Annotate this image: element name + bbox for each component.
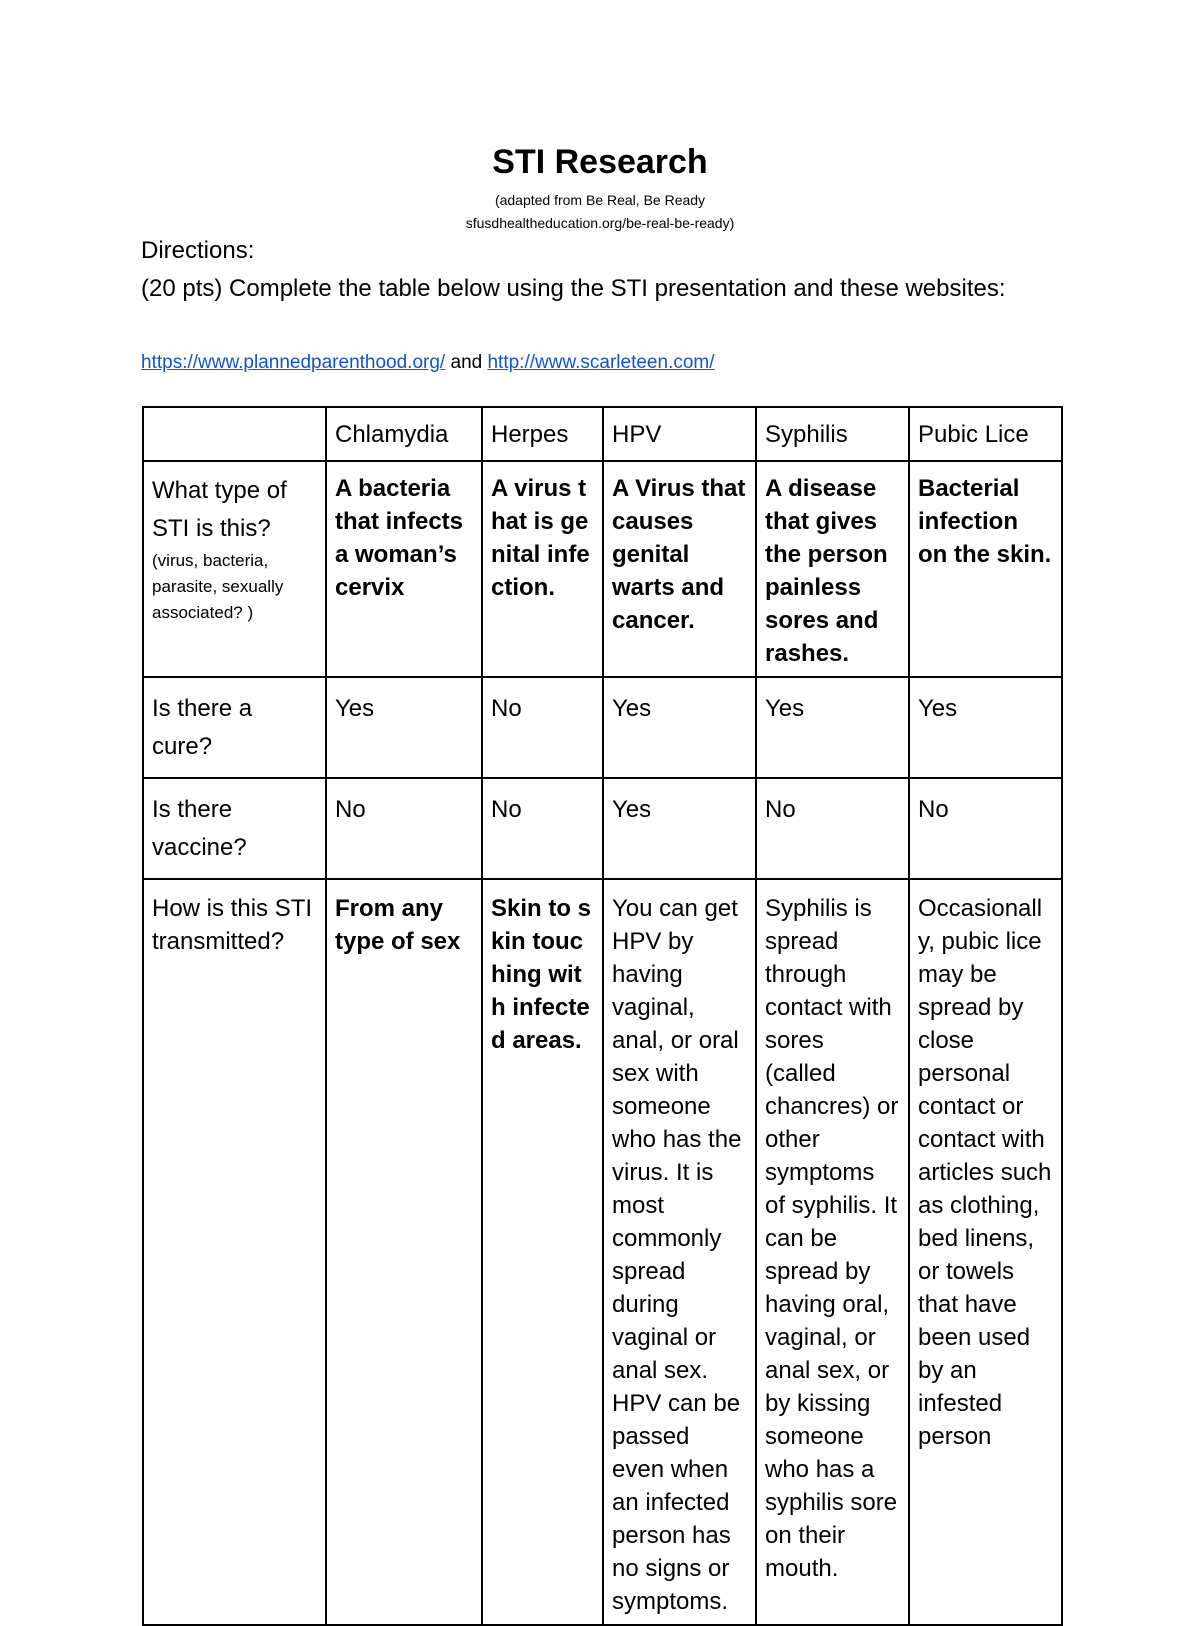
cell-type-herpes: A virus that is genital infection. xyxy=(482,461,603,677)
cell-trans-herpes: Skin to skin touching with infected areas. xyxy=(482,879,603,1625)
page-title: STI Research xyxy=(492,143,708,181)
header-hpv: HPV xyxy=(603,407,756,461)
header-cell-empty xyxy=(143,407,326,461)
cell-vaccine-herpes: No xyxy=(482,778,603,879)
table-row xyxy=(143,461,1062,677)
subtitle-source: (adapted from Be Real, Be Ready xyxy=(494,192,706,208)
cell-cure-syphilis: Yes xyxy=(756,677,909,778)
link-joiner: and xyxy=(450,352,483,373)
cell-type-hpv: A Virus that causes genital warts and cancer. xyxy=(603,461,756,677)
cell-cure-chlamydia: Yes xyxy=(326,677,482,778)
header-chlamydia: Chlamydia xyxy=(326,407,482,461)
question-sti-type: What type of STI is this? xyxy=(152,477,287,542)
cell-cure-hpv: Yes xyxy=(603,677,756,778)
header-syphilis: Syphilis xyxy=(756,407,909,461)
row-header-vaccine: Is there vaccine? xyxy=(143,778,326,879)
cell-vaccine-chlamydia: No xyxy=(326,778,482,879)
table-header-row xyxy=(143,407,1062,461)
sti-table xyxy=(142,406,1063,1626)
row-header-sti-type xyxy=(143,461,326,677)
cell-trans-hpv: You can get HPV by having vaginal, anal, or oral sex with someone who has the virus. It is most commonly spread during vaginal or anal sex. HPV can be passed even when an infected person has no signs or symptoms. xyxy=(603,879,756,1625)
cell-cure-herpes: No xyxy=(482,677,603,778)
directions-text: (20 pts) Complete the table below using the STI presentation and these websites: xyxy=(141,275,1006,302)
cell-vaccine-pubic-lice: No xyxy=(909,778,1062,879)
plannedparenthood-link[interactable]: https://www.plannedparenthood.org/ xyxy=(141,352,446,373)
cell-trans-syphilis: Syphilis is spread through contact with sores (called chancres) or other symptoms of syphilis. It can be spread by having oral, vaginal, or anal sex, or by kissing someone who has a syphilis sore on their mouth. xyxy=(756,879,909,1625)
header-herpes: Herpes xyxy=(482,407,603,461)
reference-links xyxy=(141,349,715,377)
cell-vaccine-hpv: Yes xyxy=(603,778,756,879)
cell-trans-chlamydia: From any type of sex xyxy=(326,879,482,1625)
table-row xyxy=(143,677,1062,778)
cell-cure-pubic-lice: Yes xyxy=(909,677,1062,778)
cell-type-syphilis: A disease that gives the person painless sores and rashes. xyxy=(756,461,909,677)
question-hint: (virus, bacteria, parasite, sexually associated? ) xyxy=(152,551,284,622)
scarleteen-link[interactable]: http://www.scarleteen.com/ xyxy=(487,352,715,373)
table-row xyxy=(143,879,1062,1625)
cell-type-pubic-lice: Bacterial infection on the skin. xyxy=(909,461,1062,677)
subtitle-url: sfusdhealtheducation.org/be-real-be-ready) xyxy=(465,215,735,231)
cell-vaccine-syphilis: No xyxy=(756,778,909,879)
directions-heading: Directions: xyxy=(141,237,255,264)
row-header-cure: Is there a cure? xyxy=(143,677,326,778)
header-pubic-lice: Pubic Lice xyxy=(909,407,1062,461)
cell-trans-pubic-lice: Occasionally, pubic lice may be spread by close personal contact or contact with articles such as clothing, bed linens, or towels that have been used by an infested person xyxy=(909,879,1062,1625)
row-header-transmission: How is this STI transmitted? xyxy=(143,879,326,1625)
cell-type-chlamydia: A bacteria that infects a woman’s cervix xyxy=(326,461,482,677)
directions-block xyxy=(141,232,1061,308)
table-row xyxy=(143,778,1062,879)
